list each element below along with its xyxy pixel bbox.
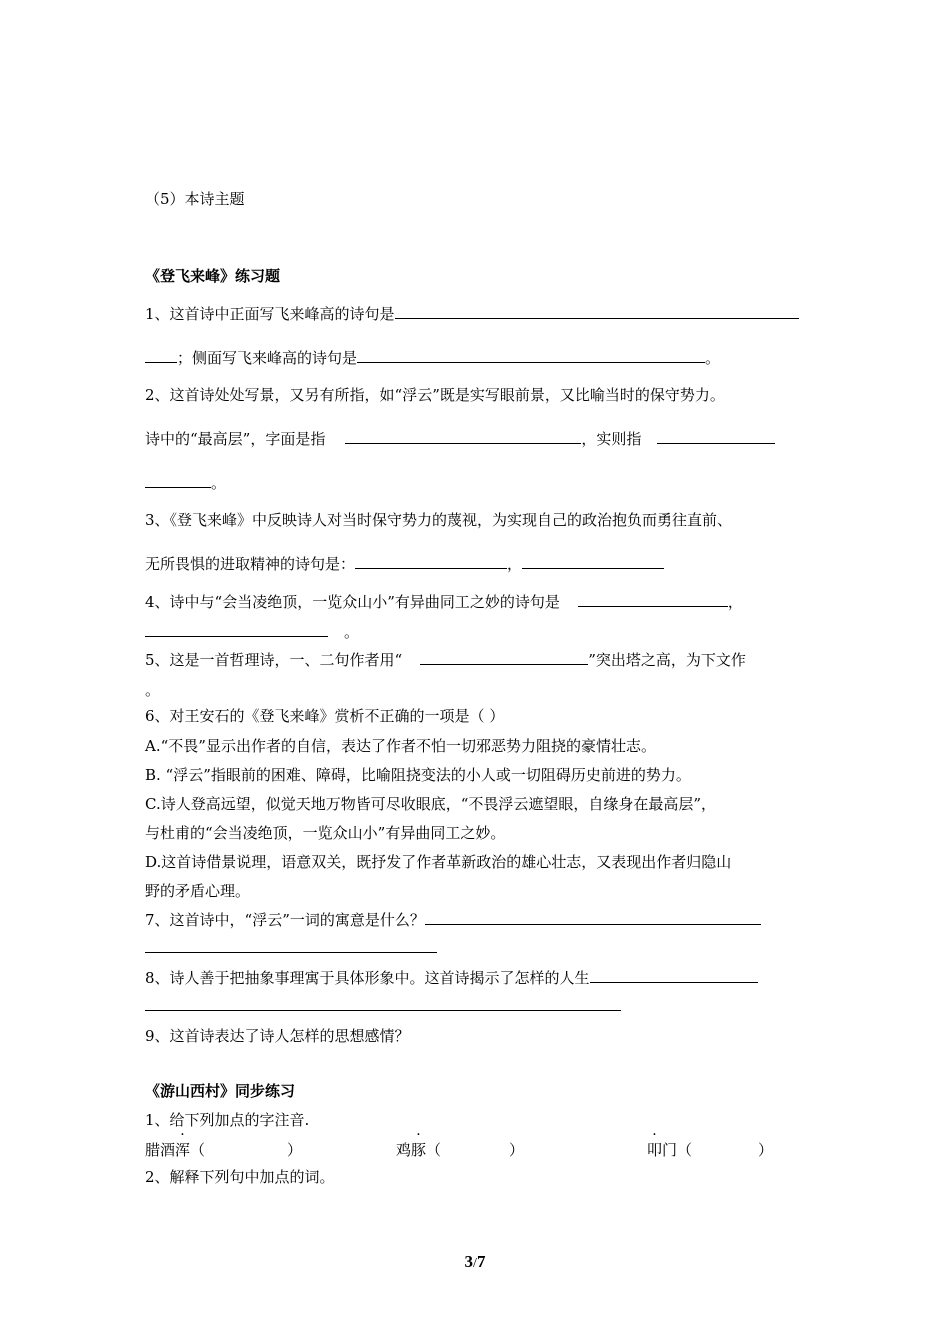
question-9: 9、这首诗表达了诗人怎样的思想感情？ (145, 1027, 410, 1045)
question-4-text: 4、诗中与“会当凌绝顶，一览众山小”有异曲同工之妙的诗句是 (145, 593, 560, 611)
answer-blank[interactable] (657, 429, 775, 444)
dotted-char: 叩 (647, 1141, 663, 1159)
punctuation: ， (727, 593, 743, 611)
question-2-text: 诗中的“最高层”，字面是指 (145, 430, 326, 448)
answer-blank[interactable] (145, 622, 328, 637)
question-5-line-2: 。 (145, 681, 161, 699)
answer-blank[interactable] (345, 429, 581, 444)
word-text: 腊酒 (145, 1141, 176, 1159)
question-3-line-2 (145, 554, 664, 574)
question-1-text-2: ；侧面写飞来峰高的诗句是 (177, 349, 358, 367)
paren-close: ） (287, 1141, 303, 1159)
question-6-option-a: A.“不畏”显示出作者的自信，表达了作者不怕一切邪恶势力阻挠的豪情壮志。 (145, 737, 656, 755)
question-6-option-c-line-2: 与杜甫的“会当凌绝顶，一览众山小”有异曲同工之妙。 (145, 824, 506, 842)
paren-open: （ (426, 1141, 442, 1159)
paren-open: 门（ (662, 1141, 693, 1159)
pinyin-item-1 (145, 1140, 302, 1160)
answer-blank[interactable] (425, 910, 761, 925)
dotted-char: 浑 (175, 1141, 191, 1159)
paren-open: （ (190, 1141, 206, 1159)
question-2-line-2 (145, 429, 775, 449)
answer-blank[interactable] (590, 968, 758, 983)
page-current: 3 (464, 1252, 474, 1271)
question-5-line-1 (145, 650, 746, 670)
dotted-char: 豚 (411, 1141, 427, 1159)
answer-blank[interactable] (145, 996, 621, 1011)
question-1-text: 1、这首诗中正面写飞来峰高的诗句是 (145, 305, 395, 323)
question-1-line-1 (145, 304, 799, 324)
question-2-text-2: ，实则指 (581, 430, 642, 448)
question-8-text: 8、诗人善于把抽象事理寓于具体形象中。这首诗揭示了怎样的人生 (145, 969, 590, 987)
answer-blank[interactable] (357, 348, 705, 363)
punctuation: 。 (344, 623, 360, 641)
paren-close: ） (758, 1141, 774, 1159)
answer-blank[interactable] (355, 554, 507, 569)
punctuation: 。 (705, 349, 721, 367)
exercise-title-dengfeilaifeng: 《登飞来峰》练习题 (145, 267, 281, 285)
question-3-line-1: 3、《登飞来峰》中反映诗人对当时保守势力的蔑视，为实现自己的政治抱负而勇往直前、 (145, 511, 733, 529)
question-4-line-1 (145, 592, 743, 612)
page-total: 7 (476, 1252, 486, 1271)
question-6-option-b: B. “浮云”指眼前的困难、障碍，比喻阻挠变法的小人或一切阻碍历史前进的势力。 (145, 766, 691, 784)
part-1-stem: 1、给下列加点的字注音. (145, 1111, 310, 1129)
answer-blank[interactable] (578, 592, 728, 607)
page-number (0, 1252, 950, 1272)
answer-blank[interactable] (145, 938, 437, 953)
question-2-line-3 (145, 473, 226, 493)
question-5-text: 5、这是一首哲理诗，一、二句作者用“ (145, 651, 403, 669)
question-6-option-d-line-2: 野的矛盾心理。 (145, 882, 251, 900)
question-6-option-c-line-1: C.诗人登高远望，似觉天地万物皆可尽收眼底，“不畏浮云遮望眼，自缘身在最高层”， (145, 795, 717, 813)
question-7-text: 7、这首诗中，“浮云”一词的寓意是什么？ (145, 911, 425, 929)
question-7-line-1 (145, 910, 761, 930)
question-5-text-2: ”突出塔之高，为下文作 (588, 651, 746, 669)
question-2-line-1: 2、这首诗处处写景，又另有所指，如“浮云”既是实写眼前景，又比喻当时的保守势力。 (145, 386, 725, 404)
question-4-line-2 (145, 622, 359, 642)
part-2-stem: 2、解释下列句中加点的词。 (145, 1168, 335, 1186)
question-6-stem: 6、对王安石的《登飞来峰》赏析不正确的一项是（ ） (145, 707, 505, 725)
answer-blank[interactable] (395, 304, 799, 319)
exercise-title-youshanxicun: 《游山西村》同步练习 (145, 1082, 296, 1100)
answer-blank[interactable] (420, 650, 588, 665)
question-1-line-2 (145, 348, 720, 368)
word-text: 鸡 (396, 1141, 412, 1159)
answer-blank[interactable] (145, 473, 211, 488)
question-8-line-1 (145, 968, 758, 988)
section-5-label: （5）本诗主题 (145, 190, 245, 208)
pinyin-item-2 (396, 1140, 524, 1160)
answer-blank[interactable] (145, 348, 177, 363)
punctuation: ， (507, 555, 523, 573)
pinyin-item-3 (647, 1140, 773, 1160)
question-7-line-2 (145, 938, 437, 958)
question-8-line-2 (145, 996, 621, 1016)
question-3-text: 无所畏惧的进取精神的诗句是： (145, 555, 356, 573)
page-separator: / (473, 1256, 477, 1271)
paren-close: ） (509, 1141, 525, 1159)
punctuation: 。 (211, 474, 227, 492)
answer-blank[interactable] (522, 554, 664, 569)
question-6-option-d-line-1: D.这首诗借景说理，语意双关，既抒发了作者革新政治的雄心壮志，又表现出作者归隐山 (145, 853, 732, 871)
